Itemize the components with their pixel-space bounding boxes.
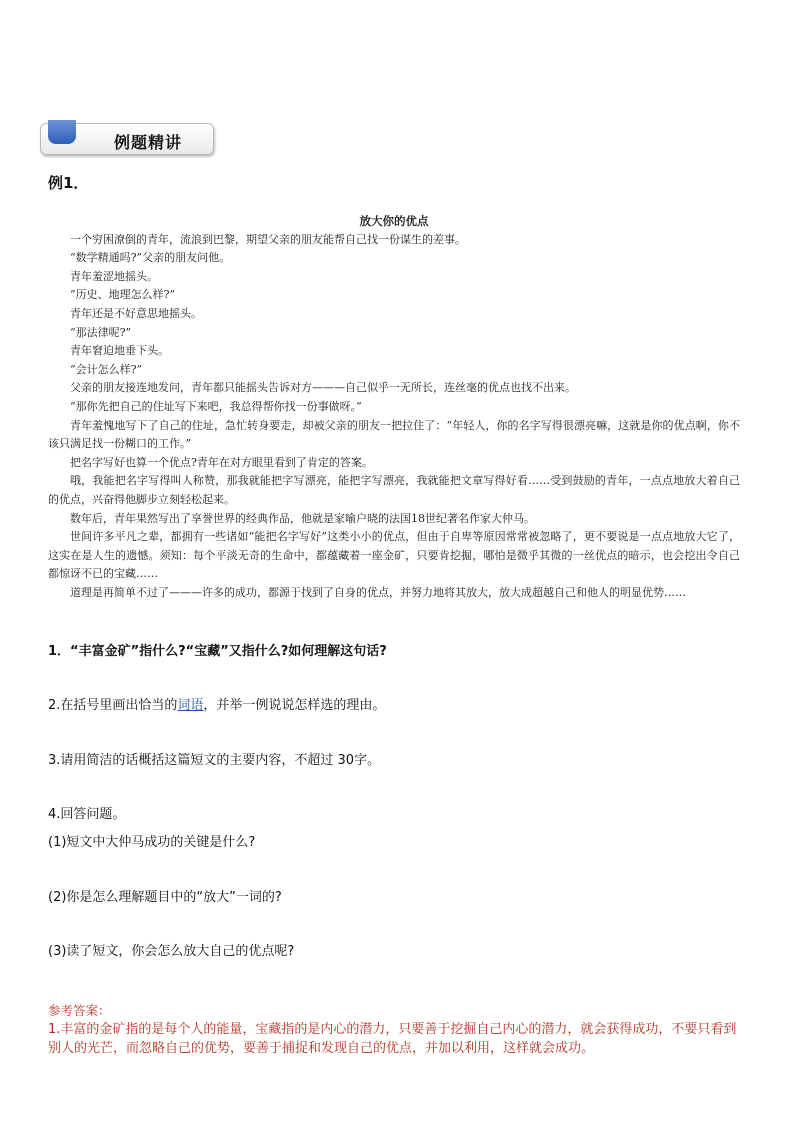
section-header xyxy=(40,120,214,156)
answer-label: 参考答案： xyxy=(48,1003,111,1018)
section-title: 例题精讲 xyxy=(114,133,183,152)
passage-paragraph: 把名字写好也算一个优点?青年在对方眼里看到了肯定的答案。 xyxy=(70,455,373,469)
passage-paragraph: 数年后，青年果然写出了享誉世界的经典作品，他就是家喻户晓的法国18世纪著名作家大仲马。 xyxy=(70,511,535,525)
passage-paragraph: 道理是再简单不过了———许多的成功，都源于找到了自身的优点，并努力地将其放大，放大成超越自己和他人的明显优势…… xyxy=(70,585,686,599)
passage-paragraph: 一个穷困潦倒的青年，流浪到巴黎，期望父亲的朋友能帮自己找一份谋生的差事。 xyxy=(70,232,466,246)
question-2 xyxy=(48,694,385,713)
question-4-3: (3)读了短文，你会怎么放大自己的优点呢? xyxy=(48,944,295,959)
passage-paragraph: 哦，我能把名字写得叫人称赞，那我就能把字写漂亮，能把字写漂亮，我就能把文章写得好看……受到鼓励的青年，一点点地放大着自己的优点，兴奋得他脚步立刻轻松起来。 xyxy=(48,474,740,506)
passage-paragraph: 父亲的朋友接连地发问，青年都只能摇头告诉对方———自己似乎一无所长，连丝毫的优点也找不出来。 xyxy=(70,381,576,395)
passage-paragraph: “会计怎么样?” xyxy=(70,362,143,376)
example-label: 例1． xyxy=(48,174,89,192)
passage-paragraph: 青年羞涩地摇头。 xyxy=(70,269,158,283)
passage-paragraph: 青年还是不好意思地摇头。 xyxy=(70,306,202,320)
question-4-1: (1)短文中大仲马成功的关键是什么? xyxy=(48,835,256,850)
question-4: 4.回答问题。 xyxy=(48,807,126,822)
question-2-suffix: ，并举一例说说怎样选的理由。 xyxy=(203,698,386,713)
passage-paragraph: 世间许多平凡之辈，都拥有一些诸如“能把名字写好”这类小小的优点，但由于自卑等原因常常被忽略了，更不要说是一点点地放大它了，这实在是人生的遗憾。须知：每个平淡无奇的生命中，都蕴藏着一座金矿，只要肯挖掘，哪怕是微乎其微的一丝优点的暗示，也会挖出令自己都惊讶不已的宝藏…… xyxy=(48,530,740,581)
passage-title: 放大你的优点 xyxy=(359,214,429,228)
passage-paragraph: “那你先把自己的住址写下来吧，我总得帮你找一份事做呀。” xyxy=(70,399,362,413)
question-2-prefix: 2.在括号里画出恰当的 xyxy=(48,698,178,713)
passage xyxy=(48,212,740,602)
bookmark-tab-icon xyxy=(48,120,76,144)
passage-paragraph: 青年羞愧地写下了自己的住址，急忙转身要走，却被父亲的朋友一把拉住了：“年轻人，你的名字写得很漂亮嘛，这就是你的优点啊，你不该只满足找一份糊口的工作。” xyxy=(48,418,740,451)
passage-paragraph: “那法律呢?” xyxy=(70,325,132,339)
question-1: 1．“丰富金矿”指什么?“宝藏”又指什么?如何理解这句话? xyxy=(48,644,387,659)
answer-text: 1.丰富的金矿指的是每个人的能量，宝藏指的是内心的潜力，只要善于挖掘自己内心的潜力，就会获得成功，不要只看到别人的光芒，而忽略自己的优势，要善于捕捉和发现自己的优点，并加以利用，这样就会成功。 xyxy=(48,1022,737,1056)
passage-paragraph: “数学精通吗?”父亲的朋友问他。 xyxy=(70,251,231,265)
question-3: 3.请用简洁的话概括这篇短文的主要内容，不超过 30字。 xyxy=(48,753,381,768)
passage-paragraph: 青年窘迫地垂下头。 xyxy=(70,344,169,358)
question-4-2: (2)你是怎么理解题目中的“放大”一词的? xyxy=(48,890,282,905)
passage-paragraph: “历史、地理怎么样?” xyxy=(70,288,176,302)
ciyu-link[interactable]: 词语 xyxy=(177,698,204,713)
